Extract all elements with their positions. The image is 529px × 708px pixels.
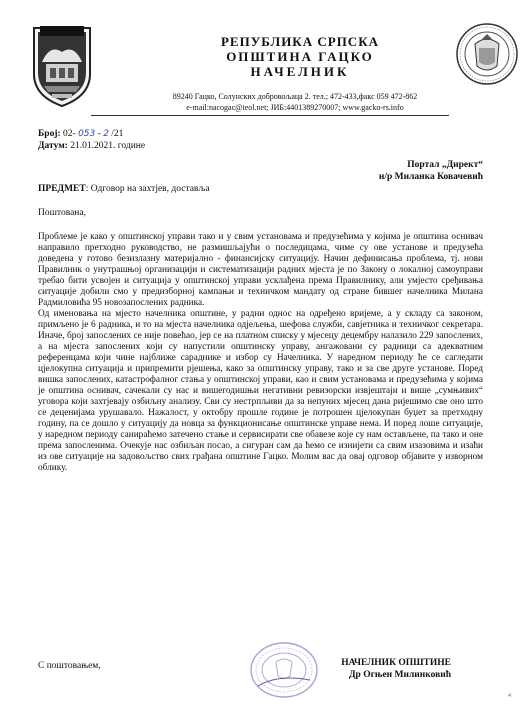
signature-title: НАЧЕЛНИК ОПШТИНЕ [341, 658, 451, 668]
municipality-crest-logo [30, 22, 94, 108]
closing-line: С поштовањем, [38, 661, 101, 671]
subject-text: : Одговор на захтјев, доставља [85, 184, 210, 194]
republic-seal-logo [455, 22, 519, 86]
header-municipality-title: ОПШТИНА ГАЦКО [226, 49, 374, 64]
subject-line [38, 184, 210, 194]
header-contact: e-mail:nacogac@teol.net; ЈИБ:4401389270007; www.gacko-rs.info [186, 103, 404, 112]
reference-number-dash: - [97, 129, 101, 139]
official-stamp-seal [248, 640, 320, 700]
body-paragraph-1: Проблеме је како у општинској управи тако и у свим установама и предузећима у којима је општина оснивач направило претходно руководство, не размишљајући о последицама, чиме су ове установе и предузећа доведена у готово безизлазну материјално - финансијску ситуацију. Начин дефинисања проблема, тј. нови Правилник о унутрашњој организацији и систематизацији радних мјеста је по Закону о локалној самоуправи требао бити усвојен и ситуација у општинској управи усклађена према Правилнику, али умјесто сређивања ситуације добили смо у предизборној кампањи и техничком мандату од стране бившег начелника Милана Радмиловића 95 новозапослених радника. [38, 232, 483, 308]
letter-body [38, 232, 483, 474]
reference-number-handwritten-sub: 2 [103, 129, 109, 139]
page-number: 4 [508, 693, 511, 699]
subject-label: ПРЕДМЕТ [38, 184, 86, 194]
document-date-value: 21.01.2021. године [70, 141, 146, 151]
salutation: Поштована, [38, 208, 86, 218]
reference-number-handwritten: 053 [78, 129, 96, 139]
signature-name: Др Огњен Милинковић [349, 670, 451, 680]
reference-number-prefix: 02- [63, 129, 76, 139]
document-date [38, 141, 145, 151]
recipient-attention: н/р Миланка Ковачевић [378, 172, 483, 182]
recipient-name: Портал „Директ“ [407, 160, 483, 170]
reference-number [38, 129, 123, 139]
header-divider [91, 115, 449, 116]
document-date-label: Датум: [38, 141, 68, 151]
reference-number-year: /21 [111, 129, 124, 139]
header-office-title: НАЧЕЛНИК [250, 64, 350, 79]
reference-number-label: Број: [38, 129, 61, 139]
header-address: 89240 Гацко, Солунских добровољаца 2. тел.; 472-433,факс 059 472-862 [172, 92, 418, 101]
header-republic-title: РЕПУБЛИКА СРПСКА [220, 34, 380, 49]
body-paragraph-2: Од именовања на мјесто начелника општине, у радни однос на одређено вријеме, а у складу са законом, примљено је 6 радника, и то на мјеста начелника одјељења, шефова служби, савјетника и техничког секретара. Иначе, број запослених се није повећао, јер се на платном списку у мјесецу децембру налазило 229 запослених, а на мјеста запослених који су напустили општинску управу, ангажовани су радници са адекватним референцама који чине најближе сараднике и избор су Начелника. У наредном периоду ће се сагледати цјелокупна ситуација и припремити рјешења, како за општинску управу, тако и за све друге установе. Поред вишка запослених, катастрофалног стања у општинској управи, као и свим установама и предузећима у којима је општина оснивач, сачекали су нас и вишегодишњи негативни ревизорски извјештаји и више „сумњивих“ уговора који захтјевају озбиљну анализу. Сви су нестрпљиви да за непуних мјесец дана ријешимо све оно што се деценијама урушавало. Нажалост, у октобру прошле године је потрошен цјелокупан буџет за претходну годину, па се дошло у ситуацију да новца за функционисање општинске управе нема. И поред лоше ситуације, у наредном периоду санираћемо затечено стање и сервисирати све обавезе које су нам остављене, па тако и оне према запосленима. Очекује нас озбиљан посао, а сигуран сам да ћемо се изнијети са свим изазовима и изаћи из ове ситуације на задовољство свих грађана општине Гацко. Молим вас да овај одговор објавите у изворном облику. [38, 309, 483, 473]
